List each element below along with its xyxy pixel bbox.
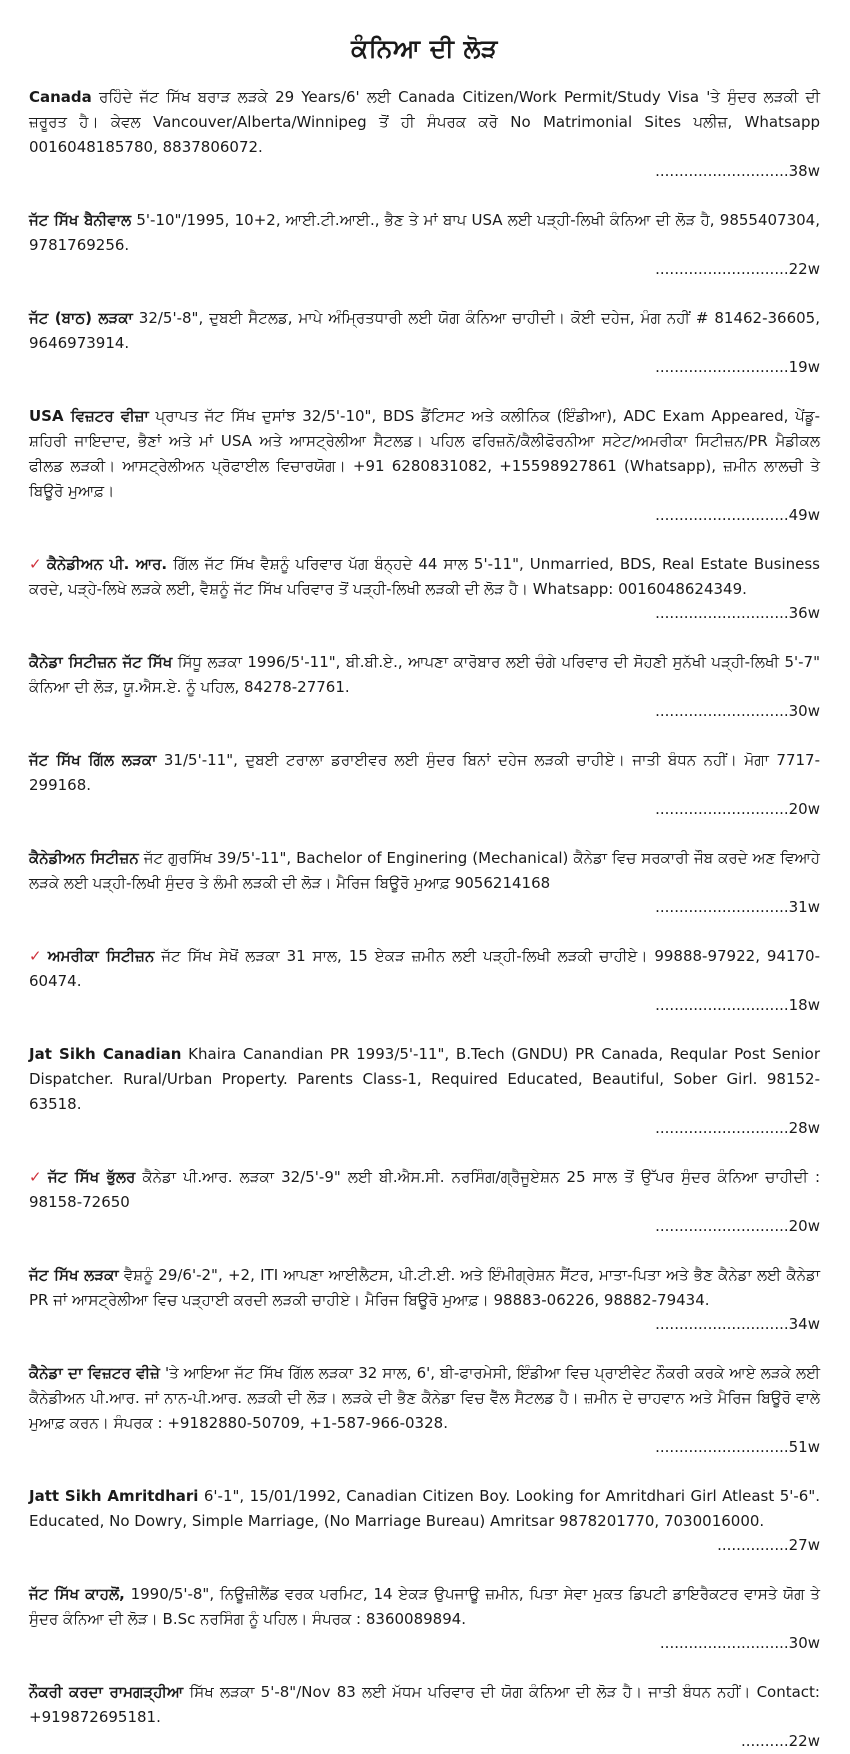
ad-text: ਰਹਿੰਦੇ ਜੱਟ ਸਿੱਖ ਬਰਾੜ ਲੜਕੇ 29 Years/6' ਲਈ Canada Citizen/Work Permit/Study Visa 'ਤੇ ਸੁੰਦਰ ਲੜਕੀ ਦੀ ਜ਼ਰੂਰਤ ਹੈ। ਕੇਵਲ Vancouver/Alberta/Winnipeg ਤੋਂ ਹੀ ਸੰਪਰਕ ਕਰੋ No Matrimonial Sites ਪਲੀਜ਼, Whatsapp 0016048185780, 8837806072. bbox=[29, 88, 820, 156]
ad-reference: ............................18w bbox=[655, 996, 820, 1014]
ad-spacer bbox=[29, 282, 820, 306]
ad-text: ਗਿੱਲ ਜੱਟ ਸਿੱਖ ਵੈਸ਼ਨੂੰ ਪਰਿਵਾਰ ਪੱਗ ਬੰਨ੍ਹਦੇ 44 ਸਾਲ 5'-11", Unmarried, BDS, Real Estate Business ਕਰਦੇ, ਪੜ੍ਹੇ-ਲਿਖੇ ਲੜਕੇ ਲਈ, ਵੈਸ਼ਨੂੰ ਜੱਟ ਸਿੱਖ ਪਰਿਵਾਰ ਤੋਂ ਪੜ੍ਹੀ-ਲਿਖੀ ਲੜਕੀ ਦੀ ਲੋੜ ਹੈ। Whatsapp: 0016048624349. bbox=[29, 555, 820, 598]
ad-reference: ...........................30w bbox=[659, 1634, 820, 1652]
ad-lead: Canada bbox=[29, 88, 92, 106]
ad-text: 6'-1", 15/01/1992, Canadian Citizen Boy. Looking for Amritdhari Girl Atleast 5'-6". Educated, No Dowry, Simple Marriage, (No Marriage Bureau) Amritsar 9878201770, 7030016000. bbox=[29, 1487, 820, 1530]
ad-reference: ...............27w bbox=[717, 1536, 820, 1554]
tick-icon: ✓ bbox=[29, 555, 43, 573]
ad-text: ਸਿੱਧੂ ਲੜਕਾ 1996/5'-11", ਬੀ.ਬੀ.ਏ., ਆਪਣਾ ਕਾਰੋਬਾਰ ਲਈ ਚੰਗੇ ਪਰਿਵਾਰ ਦੀ ਸੋਹਣੀ ਸੁਨੱਖੀ ਪੜ੍ਹੀ-ਲਿਖੀ 5'-7" ਕੰਨਿਆ ਦੀ ਲੋੜ, ਯੂ.ਐਸ.ਏ. ਨੂੰ ਪਹਿਲ, 84278-27761. bbox=[29, 653, 820, 696]
ad-item bbox=[29, 1263, 820, 1337]
ad-lead: ਜੱਟ ਸਿੱਖ ਲੜਕਾ bbox=[29, 1266, 119, 1284]
ad-reference: ............................19w bbox=[655, 358, 820, 376]
ad-spacer bbox=[29, 1460, 820, 1484]
ad-lead: ਜੱਟ (ਬਾਠ) ਲੜਕਾ bbox=[29, 309, 133, 327]
ad-reference: ............................38w bbox=[655, 162, 820, 180]
ad-lead: ਕੈਨੇਡੀਅਨ ਸਿਟੀਜ਼ਨ bbox=[29, 849, 139, 867]
ad-spacer bbox=[29, 1141, 820, 1165]
ad-spacer bbox=[29, 626, 820, 650]
ad-lead: Jat Sikh Canadian bbox=[29, 1045, 182, 1063]
ad-spacer bbox=[29, 1239, 820, 1263]
ad-item bbox=[29, 208, 820, 282]
ad-text: ਜੱਟ ਗੁਰਸਿੱਖ 39/5'-11", Bachelor of Enginering (Mechanical) ਕੈਨੇਡਾ ਵਿਚ ਸਰਕਾਰੀ ਜੌਬ ਕਰਦੇ ਅਣ ਵਿਆਹੇ ਲੜਕੇ ਲਈ ਪੜ੍ਹੀ-ਲਿਖੀ ਸੁੰਦਰ ਤੇ ਲੰਮੀ ਲੜਕੀ ਦੀ ਲੋੜ। ਮੈਰਿਜ ਬਿਊਰੋ ਮੁਆਫ਼ 9056214168 bbox=[29, 849, 820, 892]
ad-spacer bbox=[29, 822, 820, 846]
ad-reference: ..........22w bbox=[740, 1732, 820, 1750]
ad-item bbox=[29, 85, 820, 184]
ad-item bbox=[29, 1680, 820, 1754]
ad-spacer bbox=[29, 380, 820, 404]
ad-text: 31/5'-11", ਦੁਬਈ ਟਰਾਲਾ ਡਰਾਈਵਰ ਲਈ ਸੁੰਦਰ ਬਿਨਾਂ ਦਹੇਜ ਲੜਕੀ ਚਾਹੀਏ। ਜਾਤੀ ਬੰਧਨ ਨਹੀਂ। ਮੋਗਾ 7717-299168. bbox=[29, 751, 820, 794]
ad-lead: ਕੈਨੇਡਾ ਦਾ ਵਿਜ਼ਟਰ ਵੀਜ਼ੇ bbox=[29, 1364, 160, 1382]
ad-text: 32/5'-8", ਦੁਬਈ ਸੈਟਲਡ, ਮਾਪੇ ਅੰਮ੍ਰਿਤਧਾਰੀ ਲਈ ਯੋਗ ਕੰਨਿਆ ਚਾਹੀਦੀ। ਕੋਈ ਦਹੇਜ, ਮੰਗ ਨਹੀਂ # 81462-36605, 9646973914. bbox=[29, 309, 820, 352]
ad-item bbox=[29, 944, 820, 1018]
ad-reference: ............................20w bbox=[655, 800, 820, 818]
ad-spacer bbox=[29, 528, 820, 552]
ad-text: ਜੱਟ ਸਿੱਖ ਸੇਖੋਂ ਲੜਕਾ 31 ਸਾਲ, 15 ਏਕੜ ਜ਼ਮੀਨ ਲਈ ਪੜ੍ਹੀ-ਲਿਖੀ ਲੜਕੀ ਚਾਹੀਏ। 99888-97922, 94170-60474. bbox=[29, 947, 821, 990]
ad-spacer bbox=[29, 724, 820, 748]
tick-icon: ✓ bbox=[29, 947, 44, 965]
ad-text: 5'-10"/1995, 10+2, ਆਈ.ਟੀ.ਆਈ., ਭੈਣ ਤੇ ਮਾਂ ਬਾਪ USA ਲਈ ਪੜ੍ਹੀ-ਲਿਖੀ ਕੰਨਿਆ ਦੀ ਲੋੜ ਹੈ, 9855407304, 9781769256. bbox=[29, 211, 820, 254]
ad-reference: ............................20w bbox=[655, 1217, 820, 1235]
ad-item bbox=[29, 1361, 820, 1460]
ad-item bbox=[29, 404, 820, 528]
ad-item bbox=[29, 1165, 820, 1239]
ad-lead: ਕੈਨੇਡਾ ਸਿਟੀਜ਼ਨ ਜੱਟ ਸਿੱਖ bbox=[29, 653, 173, 671]
ad-reference: ............................31w bbox=[655, 898, 820, 916]
ad-text: 1990/5'-8", ਨਿਊਜ਼ੀਲੈਂਡ ਵਰਕ ਪਰਮਿਟ, 14 ਏਕੜ ਉਪਜਾਊ ਜ਼ਮੀਨ, ਪਿਤਾ ਸੇਵਾ ਮੁਕਤ ਡਿਪਟੀ ਡਾਇਰੈਕਟਰ ਵਾਸਤੇ ਯੋਗ ਤੇ ਸੁੰਦਰ ਕੰਨਿਆ ਦੀ ਲੋੜ। B.Sc ਨਰਸਿੰਗ ਨੂੰ ਪਹਿਲ। ਸੰਪਰਕ : 8360089894. bbox=[29, 1585, 820, 1628]
ad-spacer bbox=[29, 1018, 820, 1042]
ad-reference: ............................28w bbox=[655, 1119, 820, 1137]
ad-reference: ............................30w bbox=[655, 702, 820, 720]
ad-spacer bbox=[29, 1337, 820, 1361]
ad-text: ਪ੍ਰਾਪਤ ਜੱਟ ਸਿੱਖ ਦੁਸਾਂਝ 32/5'-10", BDS ਡੈਂਟਿਸਟ ਅਤੇ ਕਲੀਨਿਕ (ਇੰਡੀਆ), ADC Exam Appeared, ਪੇਂਡੂ-ਸ਼ਹਿਰੀ ਜਾਇਦਾਦ, ਭੈਣਾਂ ਅਤੇ ਮਾਂ USA ਅਤੇ ਆਸਟ੍ਰੇਲੀਆ ਸੈਟਲਡ। ਪਹਿਲ ਫਰਿਜ਼ਨੋ/ਕੈਲੀਫੋਰਨੀਆ ਸਟੇਟ/ਅਮਰੀਕਾ ਸਿਟੀਜ਼ਨ/PR ਮੈਡੀਕਲ ਫੀਲਡ ਲੜਕੀ। ਆਸਟ੍ਰੇਲੀਅਨ ਪ੍ਰੋਫਾਈਲ ਵਿਚਾਰਯੋਗ। +91 6280831082, +15598927861 (Whatsapp), ਜ਼ਮੀਨ ਲਾਲਚੀ ਤੇ ਬਿਊਰੋ ਮੁਆਫ਼। bbox=[29, 407, 820, 500]
ad-item bbox=[29, 306, 820, 380]
ad-lead: ਜੱਟ ਸਿੱਖ ਕਾਹਲੋਂ, bbox=[29, 1585, 125, 1603]
ad-reference: ............................36w bbox=[655, 604, 820, 622]
ad-item bbox=[29, 552, 820, 626]
ad-lead: ਜੱਟ ਸਿੱਖ ਭੁੱਲਰ bbox=[47, 1168, 136, 1186]
ad-spacer bbox=[29, 184, 820, 208]
ad-lead: USA ਵਿਜ਼ਟਰ ਵੀਜ਼ਾ bbox=[29, 407, 149, 425]
ad-text: Khaira Canandian PR 1993/5'-11", B.Tech (GNDU) PR Canada, Reqular Post Senior Dispatcher. Rural/Urban Property. Parents Class-1, Required Educated, Beautiful, Sober Girl. 98152-63518. bbox=[29, 1045, 821, 1113]
ad-lead: ਜੱਟ ਸਿੱਖ ਗਿੱਲ ਲੜਕਾ bbox=[29, 751, 157, 769]
page-title: ਕੰਨਿਆ ਦੀ ਲੋੜ bbox=[351, 34, 498, 63]
ad-reference: ............................22w bbox=[655, 260, 820, 278]
ad-lead: ਨੌਕਰੀ ਕਰਦਾ ਰਾਮਗੜ੍ਹੀਆ bbox=[29, 1683, 184, 1701]
ad-lead: ਅਮਰੀਕਾ ਸਿਟੀਜ਼ਨ bbox=[47, 947, 155, 965]
ad-text: ਸਿੱਖ ਲੜਕਾ 5'-8"/Nov 83 ਲਈ ਮੱਧਮ ਪਰਿਵਾਰ ਦੀ ਯੋਗ ਕੰਨਿਆ ਦੀ ਲੋੜ ਹੈ। ਜਾਤੀ ਬੰਧਨ ਨਹੀਂ। Contact: +919872695181. bbox=[29, 1683, 820, 1726]
ad-lead: ਜੱਟ ਸਿੱਖ ਬੈਨੀਵਾਲ bbox=[29, 211, 132, 229]
ad-reference: ............................51w bbox=[655, 1438, 820, 1456]
ads-list bbox=[29, 85, 820, 1754]
ad-item bbox=[29, 1484, 820, 1558]
tick-icon: ✓ bbox=[29, 1168, 44, 1186]
ad-item bbox=[29, 1042, 820, 1141]
ad-item bbox=[29, 650, 820, 724]
ad-lead: Jatt Sikh Amritdhari bbox=[29, 1487, 199, 1505]
ad-lead: ਕੈਨੇਡੀਅਨ ਪੀ. ਆਰ. bbox=[46, 555, 168, 573]
ad-reference: ............................34w bbox=[655, 1315, 820, 1333]
ad-item bbox=[29, 846, 820, 920]
ad-spacer bbox=[29, 1656, 820, 1680]
ad-item bbox=[29, 748, 820, 822]
ad-spacer bbox=[29, 920, 820, 944]
ad-item bbox=[29, 1582, 820, 1656]
ad-text: ਵੈਸ਼ਨੂੰ 29/6'-2", +2, ITI ਆਪਣਾ ਆਈਲੈਟਸ, ਪੀ.ਟੀ.ਈ. ਅਤੇ ਇੰਮੀਗ੍ਰੇਸ਼ਨ ਸੈਂਟਰ, ਮਾਤਾ-ਪਿਤਾ ਅਤੇ ਭੈਣ ਕੈਨੇਡਾ ਲਈ ਕੈਨੇਡਾ PR ਜਾਂ ਆਸਟ੍ਰੇਲੀਆ ਵਿਚ ਪੜ੍ਹਾਈ ਕਰਦੀ ਲੜਕੀ ਚਾਹੀਏ। ਮੈਰਿਜ ਬਿਊਰੋ ਮੁਆਫ਼। 98883-06226, 98882-79434. bbox=[29, 1266, 820, 1309]
ad-text: ਕੈਨੇਡਾ ਪੀ.ਆਰ. ਲੜਕਾ 32/5'-9" ਲਈ ਬੀ.ਐਸ.ਸੀ. ਨਰਸਿੰਗ/ਗ੍ਰੈਜੂਏਸ਼ਨ 25 ਸਾਲ ਤੋਂ ਉੱਪਰ ਸੁੰਦਰ ਕੰਨਿਆ ਚਾਹੀਦੀ : 98158-72650 bbox=[29, 1168, 820, 1211]
ad-text: 'ਤੇ ਆਇਆ ਜੱਟ ਸਿੱਖ ਗਿੱਲ ਲੜਕਾ 32 ਸਾਲ, 6', ਬੀ-ਫਾਰਮੇਸੀ, ਇੰਡੀਆ ਵਿਚ ਪ੍ਰਾਈਵੇਟ ਨੌਕਰੀ ਕਰਕੇ ਆਏ ਲੜਕੇ ਲਈ ਕੈਨੇਡੀਅਨ ਪੀ.ਆਰ. ਜਾਂ ਨਾਨ-ਪੀ.ਆਰ. ਲੜਕੀ ਦੀ ਲੋੜ। ਲੜਕੇ ਦੀ ਭੈਣ ਕੈਨੇਡਾ ਵਿਚ ਵੈੱਲ ਸੈਟਲਡ ਹੈ। ਜ਼ਮੀਨ ਦੇ ਚਾਹਵਾਨ ਅਤੇ ਮੈਰਿਜ ਬਿਊਰੋ ਵਾਲੇ ਮੁਆਫ਼ ਕਰਨ। ਸੰਪਰਕ : +9182880-50709, +1-587-966-0328. bbox=[29, 1364, 820, 1432]
ad-reference: ............................49w bbox=[655, 506, 820, 524]
ad-spacer bbox=[29, 1558, 820, 1582]
